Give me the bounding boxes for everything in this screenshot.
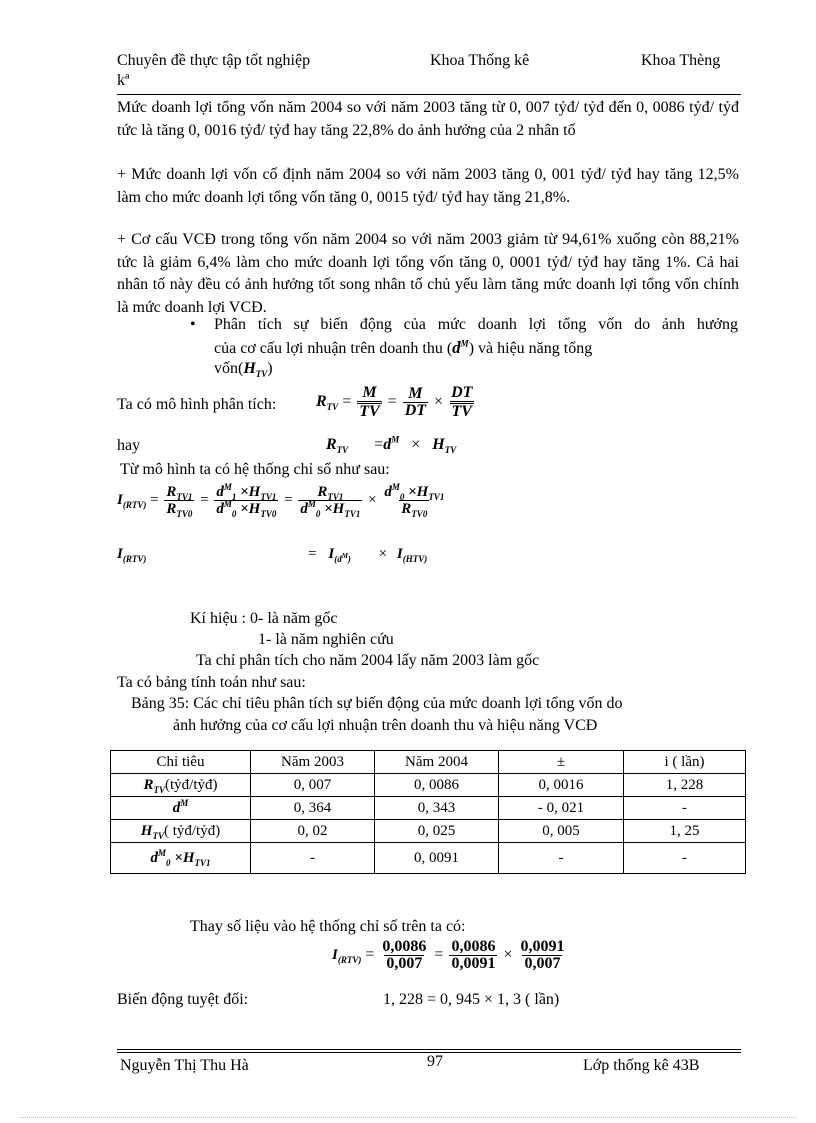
table-cell: 0, 343 xyxy=(375,797,499,820)
table-cell: 0, 0091 xyxy=(375,843,499,874)
header-cell: i ( lần) xyxy=(624,751,746,774)
table-header-row xyxy=(111,751,746,774)
row-label: $d^M_0 \times H_{TV1}$ xyxy=(111,843,251,874)
table-cell: - 0, 021 xyxy=(499,797,624,820)
page-number: 97 xyxy=(427,1053,443,1070)
d-symbol: $d^M$ xyxy=(452,338,469,357)
table-cell: 1, 25 xyxy=(624,820,746,843)
table-cell: 0, 005 xyxy=(499,820,624,843)
table-row xyxy=(111,797,746,820)
header-title-cont: kª xyxy=(117,72,130,89)
header-right: Khoa Thèng xyxy=(641,52,721,69)
indicator-table xyxy=(110,750,746,874)
footer-author: Nguyễn Thị Thu Hà xyxy=(120,1057,249,1074)
table-row xyxy=(111,774,746,797)
footer-rule-1 xyxy=(117,1049,741,1050)
legend-line-3: Ta chỉ phân tích cho năm 2004 lấy năm 2003 làm gốc xyxy=(196,652,540,669)
header-cell: ± xyxy=(499,751,624,774)
header-rule xyxy=(117,94,741,95)
paragraph-1: Mức doanh lợi tổng vốn năm 2004 so với năm 2003 tăng từ 0, 007 tỷđ/ tỷđ đến 0, 0086 tỷđ/ tỷđ tức là tăng 0, 0016 tỷđ/ tỷđ hay tăng 22,8% do ảnh hưởng của 2 nhân tố xyxy=(117,99,739,139)
header-cell: Năm 2003 xyxy=(251,751,375,774)
legend-line-4: Ta có bảng tính toán như sau: xyxy=(117,674,306,691)
model-intro: Ta có mô hình phân tích: xyxy=(117,396,277,413)
bullet-line-2: của cơ cấu lợi nhuận trên doanh thu $(d^M)$ và hiệu năng tổng xyxy=(214,338,593,357)
model-formula: $R_{TV}$ = $\frac{M}{TV}$ = $\frac{M}{DT}$ × $\frac{DT}{TV}$ xyxy=(316,384,473,420)
table-cell: 1, 228 xyxy=(624,774,746,797)
row-label: $H_{TV}$( tỷđ/tỷđ) xyxy=(111,820,251,843)
header-center: Khoa Thống kê xyxy=(430,52,530,69)
header-left xyxy=(117,52,310,90)
index-formula: $I_{(RTV)}$ = $\frac{R_{TV1}}{R_{TV0}}$ = $\frac{d^M_1 \times H_{TV1}}{d^M_0 \times H_{TV0}}$ = $\frac{R_{TV1}}{d^M_0 \times H_{TV1}}$ × $\frac{d^M_0 \times H_{TV1}}{R_{TV0}}$ xyxy=(117,482,445,519)
table-caption-2: ảnh hưởng của cơ cấu lợi nhuận trên doanh thu và hiệu năng VCĐ xyxy=(173,717,598,734)
substitution-intro: Thay số liệu vào hệ thống chỉ số trên ta có: xyxy=(190,918,466,935)
h-symbol: $H_{TV}$ xyxy=(243,360,268,380)
table-cell: 0, 02 xyxy=(251,820,375,843)
paragraph-2: + Mức doanh lợi vốn cố định năm 2004 so với năm 2003 tăng 0, 001 tỷđ/ tỷđ hay tăng 12,5% làm cho mức doanh lợi tổng vốn tăng 0, 0015 tỷđ/ tỷđ hay tăng 21,8%. xyxy=(117,166,739,206)
system-intro: Từ mô hình ta có hệ thống chỉ số như sau: xyxy=(120,461,390,478)
header-cell: Chỉ tiêu xyxy=(111,751,251,774)
legend-line-1: Kí hiệu : 0- là năm gốc xyxy=(190,610,338,627)
substitution-formula: $I_{(RTV)}$ = $\frac{0,0086}{0,007}$ = $\frac{0,0086}{0,0091}$ × $\frac{0,0091}{0,007}$ xyxy=(332,938,565,972)
table-cell: - xyxy=(624,843,746,874)
page-edge xyxy=(20,1117,796,1118)
header-cell: Năm 2004 xyxy=(375,751,499,774)
table-cell: - xyxy=(624,797,746,820)
hay-label: hay xyxy=(117,437,141,454)
bullet-symbol: • xyxy=(190,316,196,333)
table-cell: 0, 025 xyxy=(375,820,499,843)
table-cell: 0, 0086 xyxy=(375,774,499,797)
bullet-line-3: $vốn(H_{TV})$ xyxy=(214,360,273,380)
table-cell: 0, 364 xyxy=(251,797,375,820)
footer-class: Lớp thống kê 43B xyxy=(583,1057,700,1074)
table-cell: - xyxy=(251,843,375,874)
absolute-change-value: 1, 228 = 0, 945 × 1, 3 ( lần) xyxy=(383,991,560,1008)
absolute-change-label: Biến động tuyệt đối: xyxy=(117,991,249,1008)
model-formula-2: $R_{TV} =d^M \times H_{TV}$ xyxy=(326,434,457,456)
header-title: Chuyên đề thực tập tốt nghiệp xyxy=(117,52,311,69)
paragraph-3: + Cơ cấu VCĐ trong tổng vốn năm 2004 so với năm 2003 giảm từ 94,61% xuống còn 88,21% tức là giảm 6,4% làm cho mức doanh lợi tổng vốn tăng 0, 0001 tỷđ/ tỷđ hay tăng 1%. Cả hai nhân tố này đều có ảnh hưởng tốt song nhân tố chủ yếu làm tăng mức doanh lợi tổng vốn chính là mức doanh lợi VCĐ. xyxy=(117,231,739,316)
legend-line-2: 1- là năm nghiên cứu xyxy=(258,631,394,648)
index-formula-2: $I_{(RTV)} = I_{(d^M)} \times I_{(HTV)}$ xyxy=(117,546,428,564)
table-row xyxy=(111,820,746,843)
row-label: $R_{TV}(tỷđ/tỷđ)$ xyxy=(111,774,251,797)
table-caption-1: Bảng 35: Các chỉ tiêu phân tích sự biến động của mức doanh lợi tổng vốn do xyxy=(131,695,623,712)
table-row xyxy=(111,843,746,874)
row-label: $d^M$ xyxy=(111,797,251,820)
bullet-line-1: Phân tích sự biến động của mức doanh lợi tổng vốn do ảnh hưởng xyxy=(214,316,738,333)
table-cell: - xyxy=(499,843,624,874)
table-cell: 0, 0016 xyxy=(499,774,624,797)
table-cell: 0, 007 xyxy=(251,774,375,797)
